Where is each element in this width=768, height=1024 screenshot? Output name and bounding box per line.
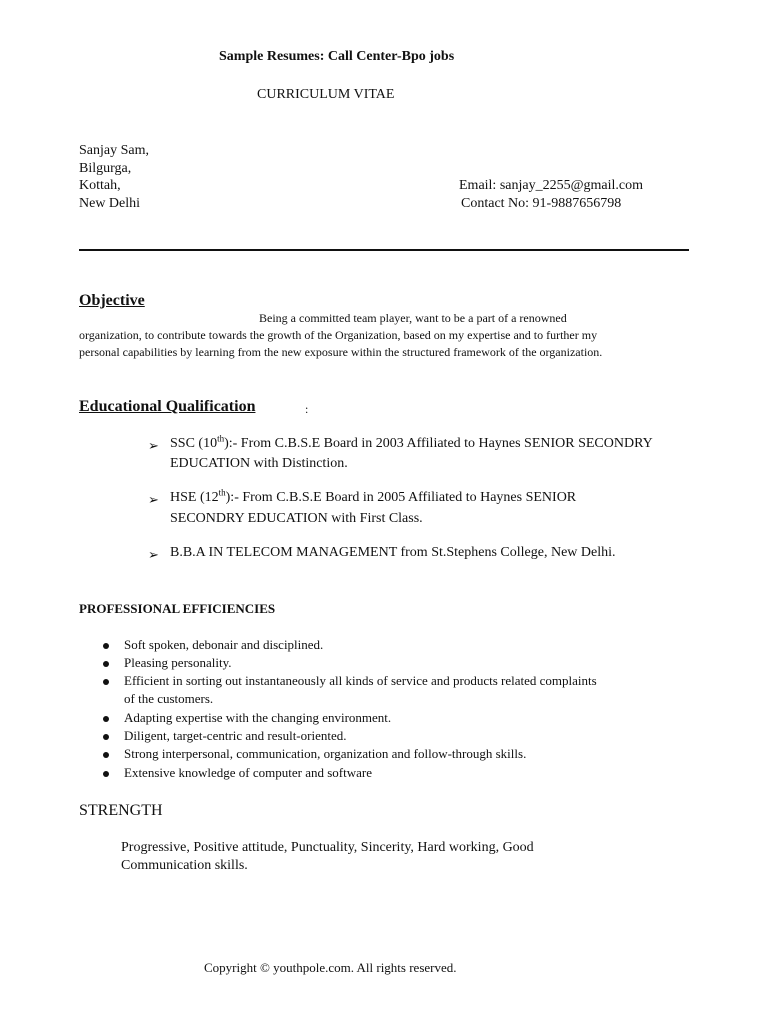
efficiency-item: Efficient in sorting out instantaneously all kinds of service and products related complaints	[124, 673, 597, 688]
contact-name: Sanjay Sam,	[79, 143, 149, 158]
contact-city: New Delhi	[79, 196, 141, 211]
bullet-icon	[103, 679, 109, 685]
efficiency-item: Diligent, target-centric and result-oriented.	[124, 728, 347, 743]
strength-line-2: Communication skills.	[121, 858, 248, 873]
bullet-icon	[103, 771, 109, 777]
header-divider	[79, 249, 689, 251]
arrow-bullet-icon: ➢	[148, 547, 159, 562]
arrow-bullet-icon: ➢	[148, 438, 159, 453]
contact-address-line-1: Bilgurga,	[79, 161, 132, 176]
strength-heading: STRENGTH	[79, 802, 163, 819]
education-item-hse: HSE (12th):- From C.B.S.E Board in 2005 Affiliated to Haynes SENIOR	[170, 487, 577, 505]
objective-line-1: Being a committed team player, want to be a part of a renowned	[259, 311, 567, 325]
education-item-bba: B.B.A IN TELECOM MANAGEMENT from St.Stephens College, New Delhi.	[170, 545, 616, 560]
strength-line-1: Progressive, Positive attitude, Punctuality, Sincerity, Hard working, Good	[121, 840, 534, 855]
efficiency-item: Soft spoken, debonair and disciplined.	[124, 637, 324, 652]
document-title: Sample Resumes: Call Center-Bpo jobs	[219, 49, 455, 64]
efficiency-item: Pleasing personality.	[124, 655, 232, 670]
education-heading-colon: :	[305, 402, 309, 416]
objective-line-3: personal capabilities by learning from the new exposure within the structured framework of the organization.	[79, 345, 603, 359]
arrow-bullet-icon: ➢	[148, 492, 159, 507]
objective-heading: Objective	[79, 292, 145, 309]
contact-email: Email: sanjay_2255@gmail.com	[459, 178, 643, 193]
bullet-icon	[103, 643, 109, 649]
document-subtitle: CURRICULUM VITAE	[257, 87, 395, 102]
efficiency-item: Adapting expertise with the changing environment.	[124, 710, 392, 725]
education-heading: Educational Qualification	[79, 398, 256, 415]
education-item-ssc: SSC (10th):- From C.B.S.E Board in 2003 Affiliated to Haynes SENIOR SECONDRY	[170, 433, 653, 451]
bullet-icon	[103, 734, 109, 740]
bullet-icon	[103, 716, 109, 722]
footer-copyright: Copyright © youthpole.com. All rights reserved.	[204, 960, 457, 975]
efficiency-item: Strong interpersonal, communication, organization and follow-through skills.	[124, 746, 527, 761]
objective-line-2: organization, to contribute towards the growth of the Organization, based on my expertise and to further my	[79, 328, 598, 342]
bullet-icon	[103, 752, 109, 758]
bullet-icon	[103, 661, 109, 667]
education-item-ssc-line-2: EDUCATION with Distinction.	[170, 456, 348, 471]
contact-address-line-2: Kottah,	[79, 178, 121, 193]
contact-phone: Contact No: 91-9887656798	[461, 196, 622, 211]
efficiency-item-continuation: of the customers.	[124, 691, 214, 706]
efficiencies-heading: PROFESSIONAL EFFICIENCIES	[79, 601, 276, 616]
efficiency-item: Extensive knowledge of computer and software	[124, 765, 373, 780]
education-item-hse-line-2: SECONDRY EDUCATION with First Class.	[170, 511, 423, 526]
